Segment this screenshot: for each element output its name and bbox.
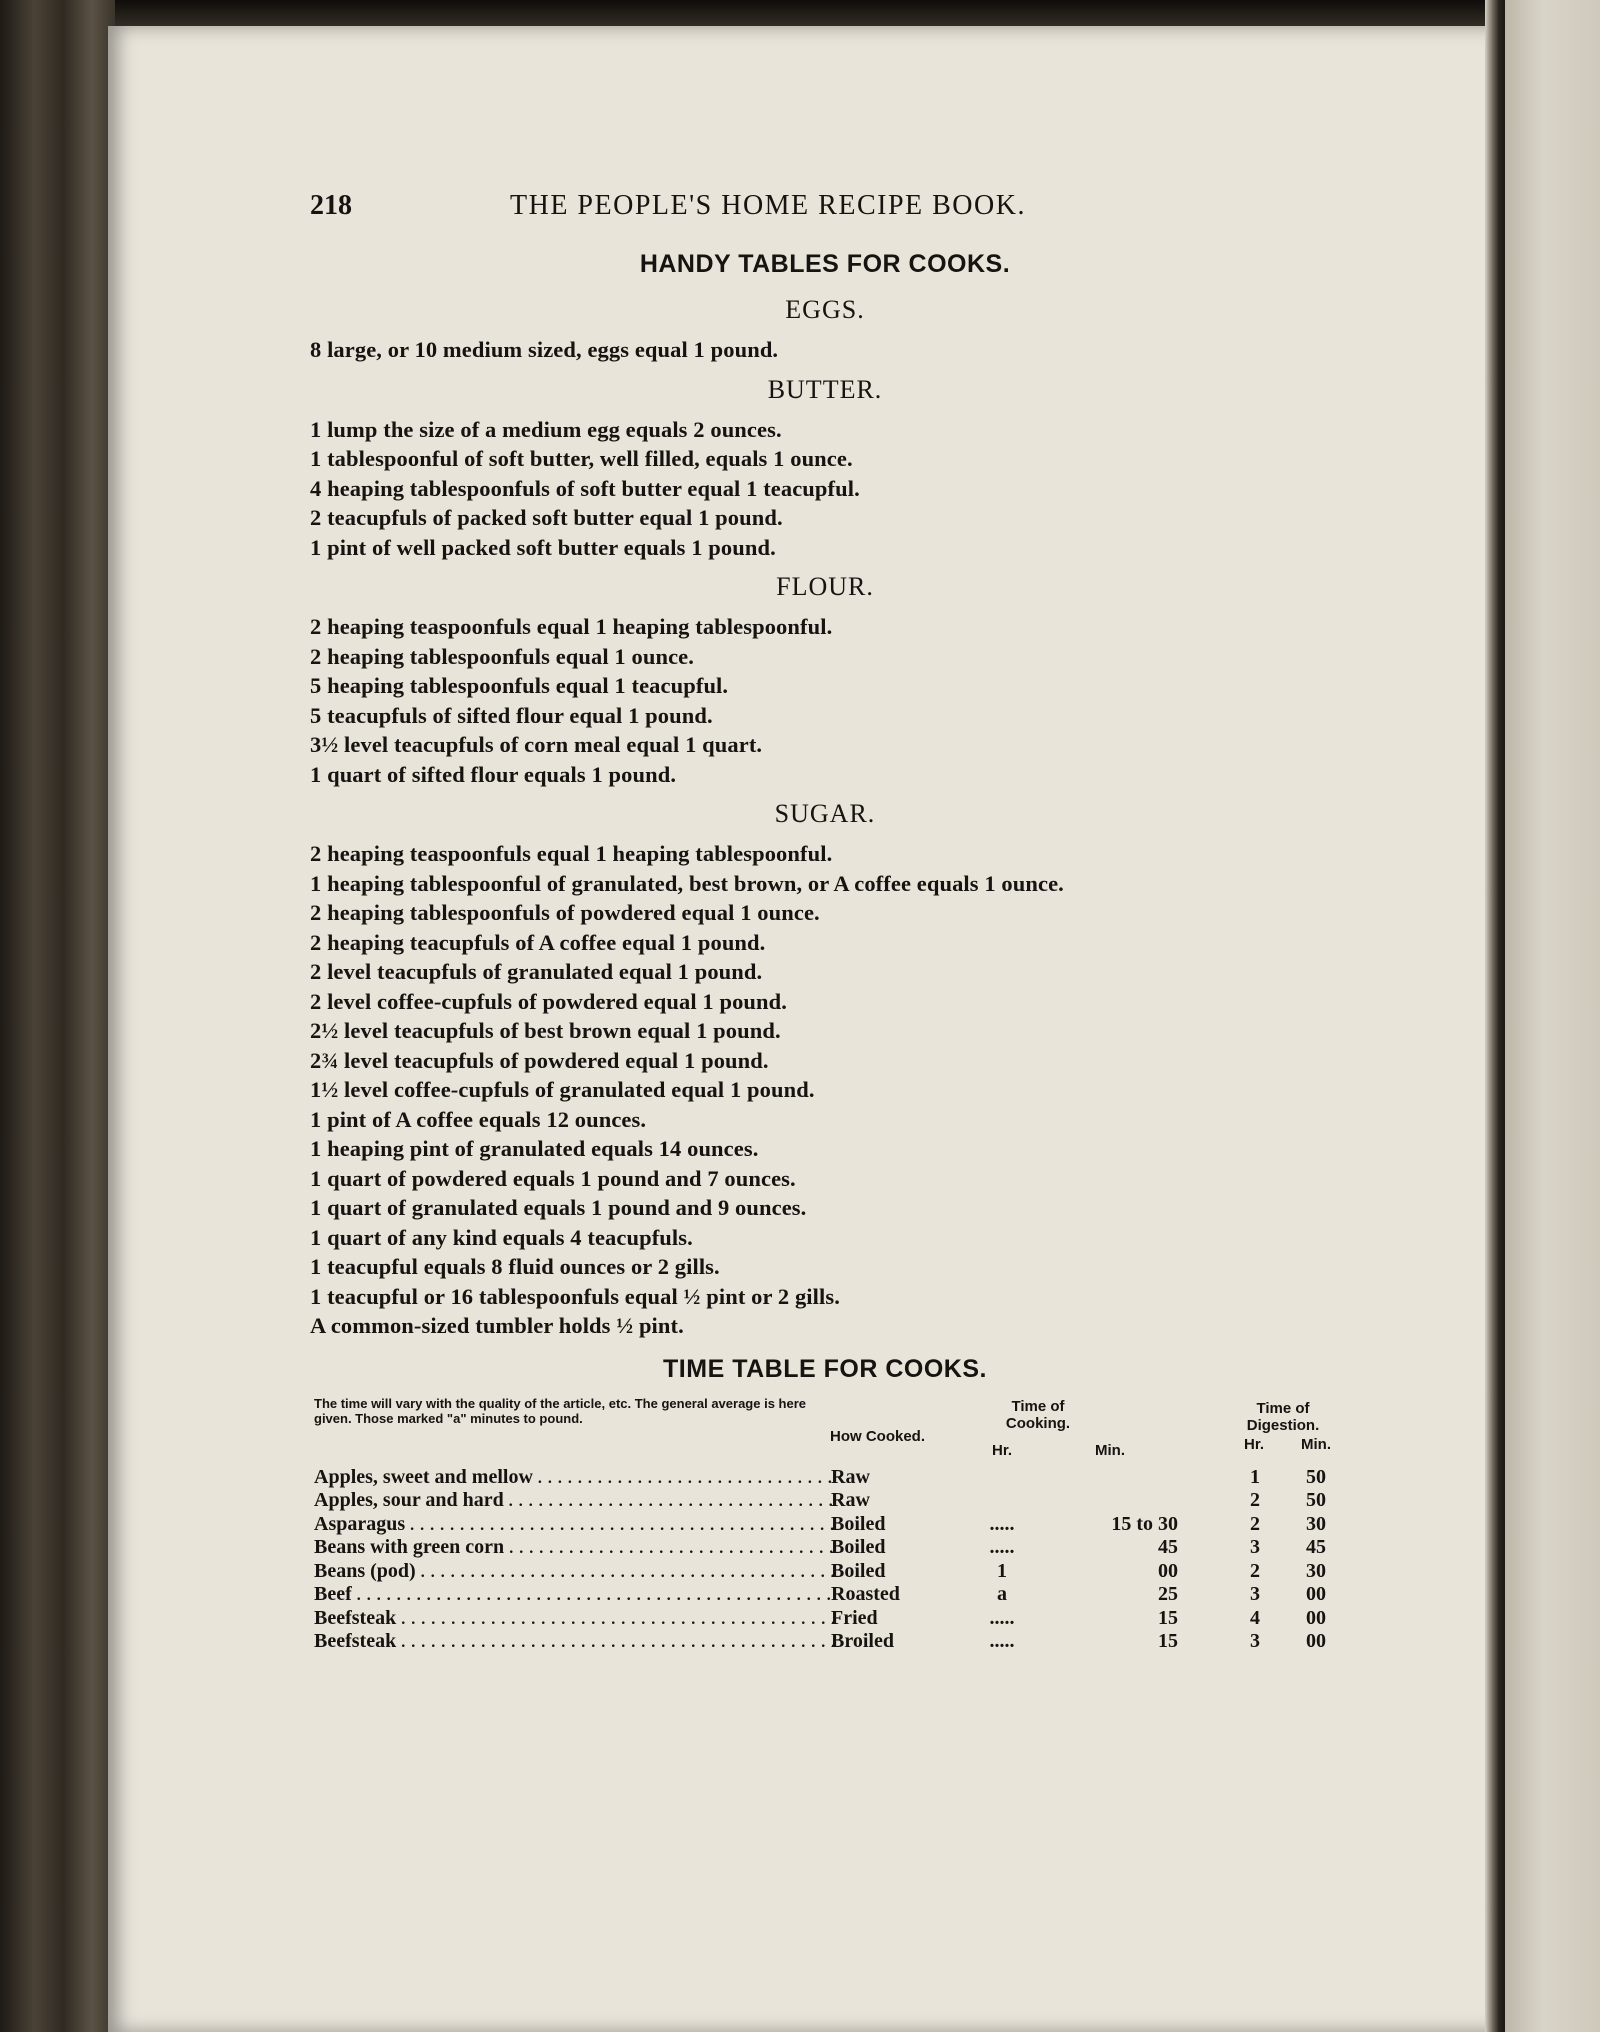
page-gutter (1485, 0, 1505, 2032)
how-cooked-cell: Raw (831, 1465, 870, 1488)
article-cell: Beefsteak . . . (314, 1630, 834, 1655)
cooking-hr-cell: ..... (989, 1606, 1015, 1629)
header-cooking-hr: Hr. (991, 1441, 1012, 1459)
digestion-hr-cell: 3 (1250, 1583, 1260, 1605)
article-cell: Beans with green corn . . . (314, 1536, 834, 1561)
measure-line: 1 quart of granulated equals 1 pound and 9 ounces. (310, 1195, 807, 1220)
digestion-min-cell: 45 (1306, 1536, 1326, 1558)
cooking-min-cell: 45 (1158, 1536, 1178, 1558)
cooking-hr-cell: a (997, 1583, 1007, 1605)
digestion-hr-cell: 4 (1250, 1606, 1260, 1629)
how-cooked-cell: Fried (831, 1606, 878, 1629)
digestion-hr-cell: 3 (1250, 1630, 1260, 1652)
measure-line: 2 heaping teaspoonfuls equal 1 heaping tablespoonful. (310, 614, 833, 639)
measure-line: 1 lump the size of a medium egg equals 2 ounces. (310, 416, 782, 442)
header-how-cooked: How Cooked. (830, 1427, 926, 1445)
measure-line: 5 teacupfuls of sifted flour equal 1 pound. (310, 702, 713, 728)
header-digestion-hr: Hr. (1243, 1435, 1264, 1453)
digestion-min-cell: 30 (1306, 1559, 1326, 1582)
page-header (310, 190, 1340, 226)
article-cell: Beefsteak . . . (314, 1607, 834, 1632)
cooking-min-cell: 15 (1158, 1630, 1178, 1652)
table-row (310, 1560, 1340, 1584)
measure-line: 1 pint of well packed soft butter equals 1 pound. (310, 534, 776, 560)
digestion-min-cell: 50 (1306, 1465, 1326, 1488)
digestion-hr-cell: 2 (1250, 1512, 1260, 1535)
measure-line: 1 quart of powdered equals 1 pound and 7 ounces. (310, 1165, 796, 1191)
time-table-note: The time will vary with the quality of the article, etc. The general average is here given. Those marked "a" minutes to pound. (314, 1395, 806, 1426)
how-cooked-cell: Boiled (831, 1512, 886, 1535)
header-time-of-digestion: Time of Digestion. (1246, 1399, 1320, 1434)
table-row (310, 1607, 1340, 1631)
measure-line: A common-sized tumbler holds ½ pint. (310, 1313, 684, 1338)
section-title: FLOUR. (776, 572, 874, 601)
handy-tables-title: HANDY TABLES FOR COOKS. (639, 250, 1011, 278)
measure-line: 1 quart of sifted flour equals 1 pound. (310, 761, 677, 787)
table-row (310, 1466, 1340, 1490)
how-cooked-cell: Boiled (831, 1559, 886, 1582)
measure-line: 2 level teacupfuls of granulated equal 1 pound. (310, 959, 763, 984)
cooking-min-cell: 00 (1158, 1559, 1178, 1582)
cooking-hr-cell: ..... (989, 1630, 1015, 1652)
book-spine-edge (0, 0, 115, 2032)
measure-line: 2¾ level teacupfuls of powdered equal 1 pound. (310, 1047, 769, 1073)
measure-line: 2 heaping tablespoonfuls of powdered equal 1 ounce. (310, 900, 820, 925)
measure-line: 1 teacupful equals 8 fluid ounces or 2 gills. (310, 1254, 720, 1279)
measure-line: 1 pint of A coffee equals 12 ounces. (310, 1106, 647, 1132)
measure-line: 3½ level teacupfuls of corn meal equal 1 quart. (310, 732, 763, 757)
measure-line: 1 teacupful or 16 tablespoonfuls equal ½ pint or 2 gills. (310, 1283, 840, 1309)
measure-line: 1 tablespoonful of soft butter, well filled, equals 1 ounce. (310, 446, 853, 471)
page-content (310, 190, 1340, 1654)
measure-line: 1 heaping pint of granulated equals 14 ounces. (310, 1136, 759, 1161)
measure-line: 1½ level coffee-cupfuls of granulated equal 1 pound. (310, 1077, 815, 1102)
table-row (310, 1583, 1340, 1607)
header-cooking-min: Min. (1095, 1441, 1125, 1459)
digestion-hr-cell: 1 (1250, 1465, 1260, 1488)
handy-tables-sections (310, 295, 1340, 1341)
cooking-hr-cell: ..... (989, 1512, 1015, 1535)
running-head: THE PEOPLE'S HOME RECIPE BOOK. (510, 190, 1026, 221)
header-digestion-min: Min. (1301, 1435, 1331, 1453)
section-title: EGGS. (785, 295, 865, 324)
article-cell: Apples, sour and hard . . . (314, 1489, 834, 1514)
header-time-of-cooking: Time of Cooking. (1005, 1397, 1071, 1432)
cooking-min-cell: 15 to 30 (1111, 1512, 1178, 1535)
digestion-min-cell: 00 (1306, 1630, 1326, 1652)
measure-line: 1 quart of any kind equals 4 teacupfuls. (310, 1224, 693, 1250)
measure-line: 2 heaping teaspoonfuls equal 1 heaping tablespoonful. (310, 841, 833, 866)
how-cooked-cell: Roasted (831, 1583, 900, 1605)
digestion-min-cell: 00 (1306, 1606, 1326, 1629)
cooking-min-cell: 15 (1158, 1606, 1178, 1629)
how-cooked-cell: Boiled (831, 1536, 886, 1558)
article-cell: Asparagus . . . (314, 1513, 834, 1538)
digestion-hr-cell: 3 (1250, 1536, 1260, 1558)
section-title: BUTTER. (767, 374, 883, 404)
measure-line: 2 heaping tablespoonfuls equal 1 ounce. (310, 643, 694, 669)
digestion-hr-cell: 2 (1250, 1559, 1260, 1582)
page-number: 218 (310, 190, 352, 221)
time-table (310, 1355, 1340, 1654)
article-cell: Beans (pod) . . . (314, 1560, 834, 1585)
table-row (310, 1536, 1340, 1560)
measure-line: 4 heaping tablespoonfuls of soft butter equal 1 teacupful. (310, 475, 860, 501)
how-cooked-cell: Broiled (831, 1630, 894, 1652)
cooking-hr-cell: ..... (989, 1536, 1015, 1558)
cooking-min-cell: 25 (1158, 1583, 1178, 1605)
cooking-hr-cell: 1 (997, 1559, 1007, 1582)
measure-line: 1 heaping tablespoonful of granulated, best brown, or A coffee equals 1 ounce. (310, 870, 1064, 896)
how-cooked-cell: Raw (831, 1489, 870, 1511)
measure-line: 2½ level teacupfuls of best brown equal 1 pound. (310, 1018, 781, 1043)
measure-line: 2 teacupfuls of packed soft butter equal 1 pound. (310, 505, 783, 530)
digestion-min-cell: 00 (1306, 1583, 1326, 1605)
measure-line: 5 heaping tablespoonfuls equal 1 teacupful. (310, 673, 729, 698)
table-row (310, 1489, 1340, 1513)
table-row (310, 1513, 1340, 1537)
measure-line: 2 level coffee-cupfuls of powdered equal 1 pound. (310, 988, 787, 1014)
measure-line: 2 heaping teacupfuls of A coffee equal 1 pound. (310, 929, 766, 955)
measure-line: 8 large, or 10 medium sized, eggs equal 1 pound. (310, 337, 779, 362)
article-cell: Apples, sweet and mellow . . . (314, 1466, 834, 1491)
digestion-min-cell: 50 (1306, 1489, 1326, 1511)
adjacent-page (1505, 0, 1600, 2032)
time-table-header (310, 1394, 1340, 1466)
time-table-rows (310, 1466, 1340, 1654)
digestion-hr-cell: 2 (1250, 1489, 1260, 1511)
article-cell: Beef . . . (314, 1583, 834, 1608)
digestion-min-cell: 30 (1306, 1512, 1326, 1535)
section-title: SUGAR. (774, 799, 876, 828)
table-row (310, 1630, 1340, 1654)
time-table-title: TIME TABLE FOR COOKS. (663, 1354, 987, 1383)
